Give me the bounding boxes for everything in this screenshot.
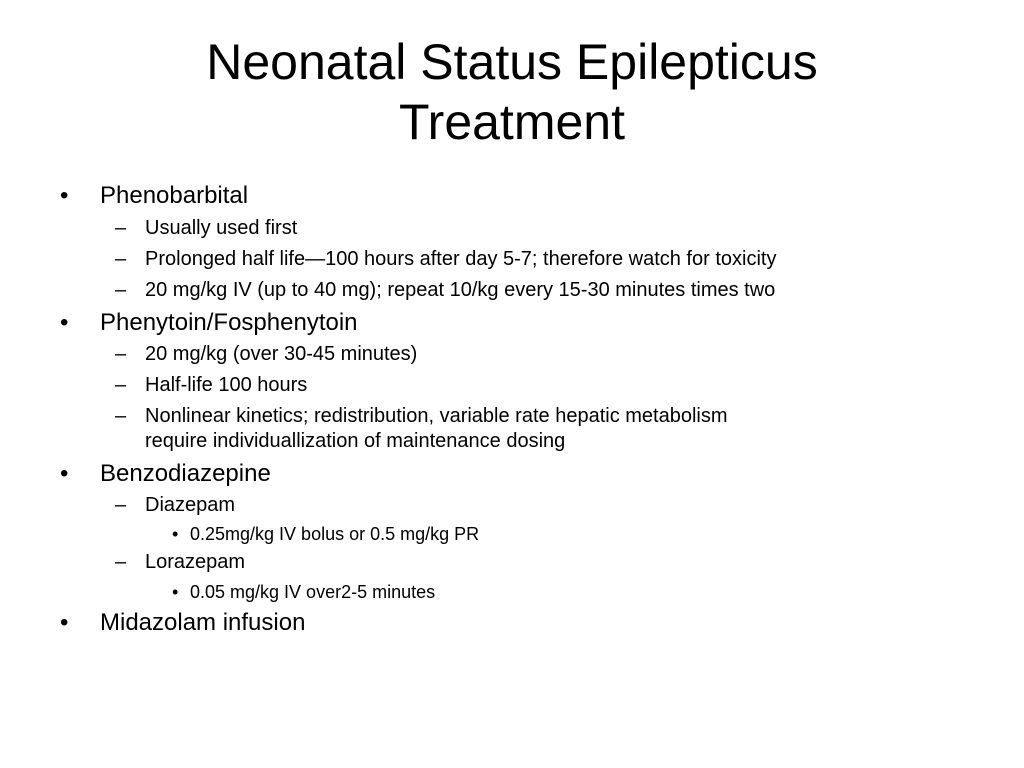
sub-bullet-marker: •: [172, 524, 179, 544]
sub-item-text: 20 mg/kg (over 30-45 minutes): [145, 343, 418, 365]
sub-item-pheno-2: [115, 247, 777, 271]
bullet-marker: •: [60, 609, 69, 636]
sub-item-pheny-1: [115, 342, 418, 366]
sub-item-text-line-1: Nonlinear kinetics; redistribution, variable rate hepatic metabolism: [145, 405, 728, 427]
sub-sub-item-text: 0.25mg/kg IV bolus or 0.5 mg/kg PR: [190, 524, 480, 544]
sub-sub-item-text: 0.05 mg/kg IV over2-5 minutes: [190, 582, 436, 602]
dash-marker: –: [115, 405, 127, 427]
sub-item-text: Lorazepam: [145, 551, 246, 573]
bullet-marker: •: [60, 309, 69, 336]
bullet-item-phenobarbital: [60, 182, 249, 210]
sub-bullet-marker: •: [172, 582, 179, 602]
sub-item-pheny-2: [115, 373, 308, 397]
sub-item-text: Half-life 100 hours: [145, 374, 308, 396]
bullet-item-midazolam: [60, 609, 306, 637]
bullet-marker: •: [60, 182, 69, 209]
sub-item-pheny-3-continued: [145, 429, 565, 453]
sub-item-pheny-3: [115, 404, 728, 428]
sub-item-lorazepam: [115, 550, 246, 574]
bullet-text: Phenytoin/Fosphenytoin: [100, 309, 358, 336]
sub-sub-item-diazepam-dose: [172, 523, 480, 545]
sub-sub-item-lorazepam-dose: [172, 581, 436, 603]
sub-item-text: Usually used first: [145, 217, 298, 239]
bullet-item-phenytoin: [60, 309, 358, 337]
dash-marker: –: [115, 248, 127, 270]
dash-marker: –: [115, 279, 127, 301]
dash-marker: –: [115, 551, 127, 573]
bullet-text: Midazolam infusion: [100, 609, 306, 636]
bullet-item-benzodiazepine: [60, 460, 271, 488]
bullet-text: Benzodiazepine: [100, 460, 271, 487]
sub-item-text: 20 mg/kg IV (up to 40 mg); repeat 10/kg every 15-30 minutes times two: [145, 279, 776, 301]
sub-item-text: Diazepam: [145, 494, 236, 516]
bullet-marker: •: [60, 460, 69, 487]
bullet-text: Phenobarbital: [100, 182, 249, 209]
dash-marker: –: [115, 343, 127, 365]
title-line-1: Neonatal Status Epilepticus: [206, 34, 818, 90]
dash-marker: –: [115, 374, 127, 396]
dash-marker: –: [115, 494, 127, 516]
title-line-2: Treatment: [398, 94, 625, 150]
sub-item-pheno-1: [115, 216, 298, 240]
sub-item-pheno-3: [115, 278, 776, 302]
sub-item-text: Prolonged half life—100 hours after day 5-7; therefore watch for toxicity: [145, 248, 777, 270]
dash-marker: –: [115, 217, 127, 239]
sub-item-text-line-2: require individuallization of maintenance dosing: [145, 430, 566, 452]
sub-item-diazepam: [115, 493, 236, 517]
